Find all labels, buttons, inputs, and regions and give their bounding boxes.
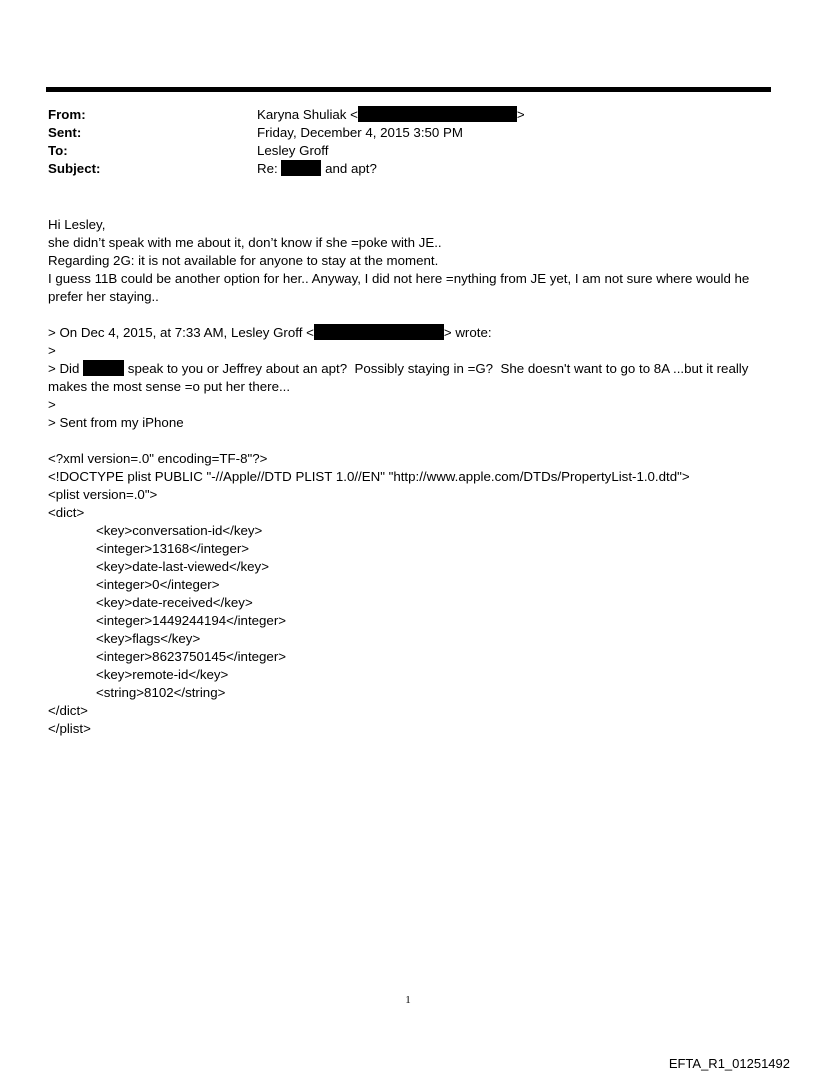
from-name: Karyna Shuliak < <box>257 107 358 122</box>
blank-line <box>48 306 778 324</box>
to-label: To: <box>48 143 68 158</box>
to-row <box>48 142 525 160</box>
from-value <box>257 106 525 124</box>
quote-line: > <box>48 343 56 358</box>
plist-entry: <integer>0</integer> <box>96 577 220 592</box>
from-close: > <box>516 107 525 122</box>
plist-entry: <integer>1449244194</integer> <box>96 613 287 628</box>
redaction-box <box>314 324 444 340</box>
to-value: Lesley Groff <box>257 143 329 158</box>
plist-entry: <key>conversation-id</key> <box>96 523 263 538</box>
greeting: Hi Lesley, <box>48 217 106 232</box>
body-line: Regarding 2G: it is not available for anyone to stay at the moment. <box>48 253 439 268</box>
sent-row <box>48 124 525 142</box>
plist-entry: <key>flags</key> <box>96 631 201 646</box>
plist-entry: <key>date-received</key> <box>96 595 253 610</box>
subject-suffix: and apt? <box>321 161 377 176</box>
quote-intro-start: > On Dec 4, 2015, at 7:33 AM, Lesley Groff < <box>48 325 314 340</box>
quote-message <box>48 360 778 396</box>
quote-intro-end: > wrote: <box>443 325 492 340</box>
plist-entry: <key>date-last-viewed</key> <box>96 559 269 574</box>
plist-entry: <string>8102</string> <box>96 685 226 700</box>
plist-open: <plist version=.0"> <box>48 487 158 502</box>
subject-row <box>48 160 525 178</box>
redaction-box <box>83 360 124 376</box>
dict-close: </dict> <box>48 703 88 718</box>
quote-intro <box>48 324 778 342</box>
plist-entry: <key>remote-id</key> <box>96 667 229 682</box>
plist-entry: <integer>13168</integer> <box>96 541 250 556</box>
quote-text: speak to you or Jeffrey about an apt? Possibly staying in =G? She doesn't want to go to 8A ...but it really makes the most sense =o put her there... <box>48 361 753 394</box>
document-id: EFTA_R1_01251492 <box>668 1056 790 1071</box>
quote-did: > Did <box>48 361 84 376</box>
redaction-box <box>358 106 517 122</box>
from-row <box>48 106 525 124</box>
sent-value: Friday, December 4, 2015 3:50 PM <box>257 125 463 140</box>
page-number: 1 <box>405 994 411 1006</box>
plist-close: </plist> <box>48 721 91 736</box>
quote-signature: > Sent from my iPhone <box>48 415 184 430</box>
header-rule <box>46 87 771 92</box>
quote-line: > <box>48 397 56 412</box>
sent-label: Sent: <box>48 125 82 140</box>
plist-entry: <integer>8623750145</integer> <box>96 649 287 664</box>
body-line: I guess 11B could be another option for her.. Anyway, I did not here =nything from JE yet, I am not sure where would he prefer her staying.. <box>48 271 754 304</box>
email-header <box>48 106 525 178</box>
plist-xml-decl: <?xml version=.0" encoding=TF-8"?> <box>48 451 268 466</box>
body-line: she didn’t speak with me about it, don’t know if she =poke with JE.. <box>48 235 442 250</box>
from-label: From: <box>48 107 86 122</box>
redaction-box <box>281 160 321 176</box>
email-body <box>48 216 778 738</box>
dict-open: <dict> <box>48 505 85 520</box>
subject-prefix: Re: <box>257 161 282 176</box>
plist-doctype: <!DOCTYPE plist PUBLIC "-//Apple//DTD PLIST 1.0//EN" "http://www.apple.com/DTDs/PropertyList-1.0.dtd"> <box>48 469 690 484</box>
subject-label: Subject: <box>48 161 101 176</box>
blank-line <box>48 432 778 450</box>
subject-value <box>257 160 377 178</box>
